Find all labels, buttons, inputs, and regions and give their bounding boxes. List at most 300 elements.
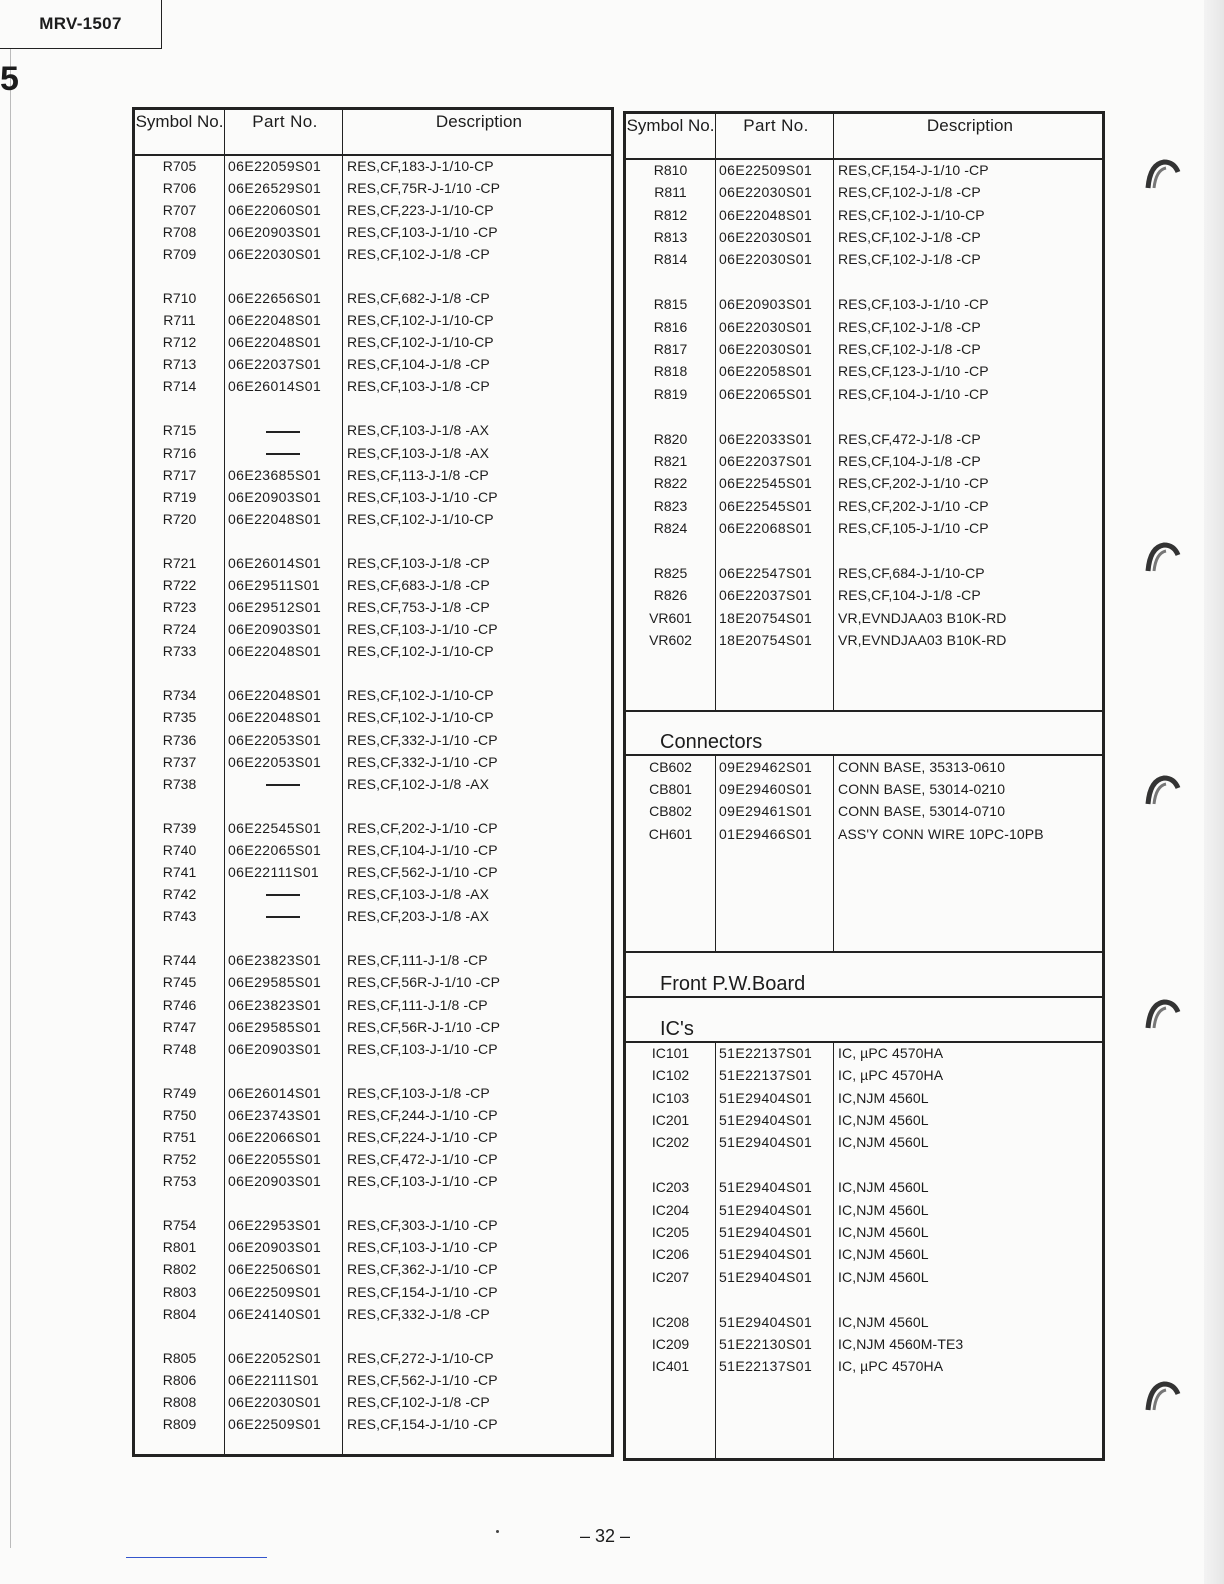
part-no-cell: 06E24140S01 <box>225 1303 343 1325</box>
table-row <box>625 203 1104 225</box>
spacer-row <box>134 530 613 552</box>
part-no-cell <box>225 883 343 905</box>
table-row <box>134 1413 613 1435</box>
symbol-cell: CB801 <box>625 778 716 800</box>
part-no-cell: 06E20903S01 <box>225 1038 343 1060</box>
page-edge-shadow <box>1204 0 1224 1584</box>
table-row <box>625 495 1104 517</box>
symbol-cell: R819 <box>625 383 716 405</box>
part-no-cell: 06E22030S01 <box>716 248 834 270</box>
part-no-cell: 06E22030S01 <box>716 338 834 360</box>
dash-mark <box>266 431 300 433</box>
spacer-row <box>625 405 1104 427</box>
description-cell: RES,CF,682-J-1/8 -CP <box>347 290 490 306</box>
description-cell: RES,CF,102-J-1/8 -CP <box>838 318 981 335</box>
description-cell: CONN BASE, 53014-0710 <box>838 803 1006 820</box>
table-row <box>134 1369 613 1391</box>
description-cell: RES,CF,104-J-1/8 -CP <box>838 587 981 604</box>
table-row <box>134 552 613 574</box>
table-row <box>134 375 613 397</box>
part-no-cell <box>225 905 343 927</box>
part-no-cell: 51E29404S01 <box>716 1198 834 1220</box>
symbol-cell: R740 <box>134 839 225 861</box>
punch-hole-icon <box>1144 541 1182 575</box>
symbol-cell: R721 <box>134 552 225 574</box>
description-cell: RES,CF,103-J-1/10 -CP <box>347 621 498 638</box>
part-no-cell: 06E26014S01 <box>225 375 343 397</box>
description-cell: RES,CF,103-J-1/8 -CP <box>347 378 490 395</box>
symbol-cell: R810 <box>625 159 716 181</box>
description-cell: RES,CF,102-J-1/10-CP <box>347 709 494 726</box>
table-row <box>625 159 1104 181</box>
table-row <box>134 486 613 508</box>
description-cell: RES,CF,103-J-1/8 -AX <box>347 444 490 461</box>
part-no-cell <box>225 419 343 441</box>
header-symbol: Symbol No. <box>134 109 225 155</box>
table-row <box>134 1347 613 1369</box>
description-cell: RES,CF,103-J-1/8 -CP <box>347 554 490 571</box>
table-row <box>134 1391 613 1413</box>
part-no-cell: 51E29404S01 <box>716 1086 834 1108</box>
right-table-body <box>625 159 1104 1460</box>
description-cell: RES,CF,111-J-1/8 -CP <box>347 996 488 1013</box>
description-cell: RES,CF,102-J-1/8 -CP <box>838 228 981 245</box>
part-no-cell: 06E23823S01 <box>225 993 343 1015</box>
punch-hole-icon <box>1144 998 1182 1032</box>
symbol-cell: R821 <box>625 450 716 472</box>
part-no-cell: 06E22953S01 <box>225 1214 343 1236</box>
table-row <box>625 607 1104 629</box>
table-row <box>134 177 613 199</box>
description-cell: RES,CF,154-J-1/10 -CP <box>347 1415 498 1432</box>
spacer-row <box>134 1192 613 1214</box>
part-no-cell: 06E22545S01 <box>225 817 343 839</box>
table-row <box>625 562 1104 584</box>
symbol-cell: IC207 <box>625 1266 716 1288</box>
symbol-cell: R741 <box>134 861 225 883</box>
part-no-cell: 06E22048S01 <box>225 684 343 706</box>
part-no-cell: 06E22048S01 <box>716 203 834 225</box>
symbol-cell: R743 <box>134 905 225 927</box>
stray-dot <box>496 1530 499 1533</box>
symbol-cell: R742 <box>134 883 225 905</box>
table-row <box>134 1303 613 1325</box>
punch-hole-icon <box>1144 774 1182 808</box>
model-label: MRV-1507 <box>0 0 162 49</box>
description-cell: RES,CF,105-J-1/10 -CP <box>838 520 989 537</box>
symbol-cell: R739 <box>134 817 225 839</box>
table-row <box>625 226 1104 248</box>
part-no-cell: 18E20754S01 <box>716 629 834 651</box>
table-row <box>625 584 1104 606</box>
table-row <box>134 861 613 883</box>
description-cell: RES,CF,202-J-1/10 -CP <box>838 475 989 492</box>
part-no-cell: 06E23823S01 <box>225 949 343 971</box>
filler-row <box>625 1378 1104 1460</box>
table-row <box>625 1243 1104 1265</box>
symbol-cell: R805 <box>134 1347 225 1369</box>
description-cell: RES,CF,202-J-1/10 -CP <box>347 819 498 836</box>
symbol-cell: R746 <box>134 993 225 1015</box>
table-row <box>134 442 613 464</box>
table-row <box>134 993 613 1015</box>
symbol-cell: R818 <box>625 360 716 382</box>
symbol-cell: R719 <box>134 486 225 508</box>
spacer-row <box>625 539 1104 561</box>
part-no-cell: 06E22068S01 <box>716 517 834 539</box>
description-cell: RES,CF,683-J-1/8 -CP <box>347 577 490 594</box>
table-row <box>625 1198 1104 1220</box>
description-cell: RES,CF,102-J-1/10-CP <box>347 687 494 704</box>
description-cell: RES,CF,154-J-1/10 -CP <box>838 162 989 179</box>
connectors-section <box>625 711 1104 756</box>
part-no-cell: 06E20903S01 <box>225 1236 343 1258</box>
underline-mark <box>126 1557 267 1558</box>
description-cell: RES,CF,303-J-1/10 -CP <box>347 1217 498 1234</box>
symbol-cell: IC201 <box>625 1109 716 1131</box>
part-no-cell: 51E29404S01 <box>716 1243 834 1265</box>
table-row <box>134 508 613 530</box>
table-row <box>134 243 613 265</box>
table-row <box>134 221 613 243</box>
part-no-cell: 06E20903S01 <box>716 293 834 315</box>
symbol-cell: R753 <box>134 1170 225 1192</box>
table-row <box>134 1104 613 1126</box>
symbol-cell: IC208 <box>625 1310 716 1332</box>
symbol-cell: R826 <box>625 584 716 606</box>
symbol-cell: R747 <box>134 1016 225 1038</box>
part-no-cell <box>225 773 343 795</box>
description-cell: RES,CF,102-J-1/8 -CP <box>347 1393 490 1410</box>
table-row <box>625 1086 1104 1108</box>
part-no-cell: 06E22065S01 <box>716 383 834 405</box>
part-no-cell: 06E22053S01 <box>225 751 343 773</box>
part-no-cell: 01E29466S01 <box>716 823 834 845</box>
symbol-cell: R705 <box>134 155 225 177</box>
description-cell: RES,CF,472-J-1/8 -CP <box>838 430 981 447</box>
table-row <box>134 574 613 596</box>
description-cell: IC,NJM 4560L <box>838 1179 929 1196</box>
header-symbol: Symbol No. <box>625 113 716 159</box>
part-no-cell: 06E22066S01 <box>225 1126 343 1148</box>
symbol-cell: R722 <box>134 574 225 596</box>
table-row <box>134 729 613 751</box>
symbol-cell: R806 <box>134 1369 225 1391</box>
symbol-cell: R715 <box>134 419 225 441</box>
description-cell: RES,CF,113-J-1/8 -CP <box>347 466 489 483</box>
symbol-cell: IC103 <box>625 1086 716 1108</box>
part-no-cell: 06E22037S01 <box>716 584 834 606</box>
description-cell: RES,CF,56R-J-1/10 -CP <box>347 974 501 991</box>
description-cell: IC, µPC 4570HA <box>838 1067 944 1084</box>
table-row <box>134 419 613 441</box>
ics-section <box>625 997 1104 1042</box>
part-no-cell: 06E22509S01 <box>225 1413 343 1435</box>
description-cell: RES,CF,103-J-1/10 -CP <box>347 1239 498 1256</box>
description-cell: RES,CF,244-J-1/10 -CP <box>347 1106 498 1123</box>
dash-mark <box>266 894 300 896</box>
table-row <box>625 360 1104 382</box>
symbol-cell: R824 <box>625 517 716 539</box>
symbol-cell: CB602 <box>625 755 716 777</box>
filler-row <box>134 1435 613 1455</box>
description-cell: RES,CF,562-J-1/10 -CP <box>347 1371 498 1388</box>
description-cell: RES,CF,102-J-1/10-CP <box>347 510 494 527</box>
front-board-section <box>625 952 1104 997</box>
description-cell: RES,CF,332-J-1/8 -CP <box>347 1305 490 1322</box>
table-row <box>134 199 613 221</box>
symbol-cell: R749 <box>134 1082 225 1104</box>
part-no-cell: 06E22060S01 <box>225 199 343 221</box>
description-cell: RES,CF,753-J-1/8 -CP <box>347 599 490 616</box>
table-row <box>134 1148 613 1170</box>
description-cell: RES,CF,103-J-1/10 -CP <box>347 1173 498 1190</box>
description-cell: IC,NJM 4560L <box>838 1111 929 1128</box>
table-row <box>625 1064 1104 1086</box>
part-no-cell: 06E22547S01 <box>716 562 834 584</box>
symbol-cell: IC203 <box>625 1176 716 1198</box>
description-cell: RES,CF,224-J-1/10 -CP <box>347 1128 498 1145</box>
description-cell: RES,CF,104-J-1/10 -CP <box>347 841 498 858</box>
description-cell: RES,CF,203-J-1/8 -AX <box>347 908 490 925</box>
symbol-cell: VR601 <box>625 607 716 629</box>
filler-row <box>625 845 1104 952</box>
part-no-cell: 06E22030S01 <box>225 243 343 265</box>
part-no-cell: 06E22048S01 <box>225 508 343 530</box>
symbol-cell: R809 <box>134 1413 225 1435</box>
table-row <box>134 640 613 662</box>
table-row <box>134 1016 613 1038</box>
part-no-cell: 06E22033S01 <box>716 427 834 449</box>
symbol-cell: R706 <box>134 177 225 199</box>
table-row <box>625 1042 1104 1064</box>
symbol-cell: R717 <box>134 464 225 486</box>
symbol-cell: R737 <box>134 751 225 773</box>
part-no-cell: 06E22065S01 <box>225 839 343 861</box>
ics-section-title: IC's <box>625 997 1104 1042</box>
description-cell: CONN BASE, 53014-0210 <box>838 780 1006 797</box>
description-cell: RES,CF,56R-J-1/10 -CP <box>347 1018 501 1035</box>
description-cell: RES,CF,684-J-1/10-CP <box>838 565 985 582</box>
table-row <box>625 1131 1104 1153</box>
table-row <box>134 353 613 375</box>
description-cell: RES,CF,183-J-1/10-CP <box>347 158 494 175</box>
symbol-cell: R711 <box>134 309 225 331</box>
part-no-cell: 06E22055S01 <box>225 1148 343 1170</box>
part-no-cell: 06E22048S01 <box>225 640 343 662</box>
table-row <box>134 905 613 927</box>
table-row <box>134 155 613 177</box>
symbol-cell: VR602 <box>625 629 716 651</box>
part-no-cell: 06E26529S01 <box>225 177 343 199</box>
part-no-cell: 06E22545S01 <box>716 495 834 517</box>
description-cell: IC, µPC 4570HA <box>838 1358 944 1375</box>
symbol-cell: IC205 <box>625 1221 716 1243</box>
symbol-cell: R812 <box>625 203 716 225</box>
table-row <box>134 684 613 706</box>
table-row <box>625 383 1104 405</box>
table-row <box>625 1333 1104 1355</box>
description-cell: RES,CF,202-J-1/10 -CP <box>838 497 989 514</box>
part-no-cell: 51E29404S01 <box>716 1176 834 1198</box>
table-row <box>625 181 1104 203</box>
table-row <box>625 1109 1104 1131</box>
part-no-cell: 06E23743S01 <box>225 1104 343 1126</box>
table-row <box>625 800 1104 822</box>
part-no-cell: 06E26014S01 <box>225 1082 343 1104</box>
table-row <box>134 618 613 640</box>
table-row <box>625 778 1104 800</box>
description-cell: RES,CF,123-J-1/10 -CP <box>838 363 989 380</box>
part-no-cell: 51E29404S01 <box>716 1221 834 1243</box>
table-row <box>134 839 613 861</box>
filler-row <box>625 651 1104 710</box>
description-cell: IC,NJM 4560L <box>838 1268 929 1285</box>
part-no-cell: 06E20903S01 <box>225 486 343 508</box>
description-cell: ASS'Y CONN WIRE 10PC-10PB <box>838 825 1044 842</box>
table-row <box>134 331 613 353</box>
right-parts-table <box>623 111 1105 1461</box>
part-no-cell: 51E29404S01 <box>716 1310 834 1332</box>
part-no-cell: 06E22030S01 <box>225 1391 343 1413</box>
part-no-cell: 51E29404S01 <box>716 1266 834 1288</box>
part-no-cell: 06E22052S01 <box>225 1347 343 1369</box>
part-no-cell: 06E22048S01 <box>225 331 343 353</box>
description-cell: RES,CF,103-J-1/8 -CP <box>347 1084 490 1101</box>
table-row <box>134 287 613 309</box>
part-no-cell: 06E22030S01 <box>716 181 834 203</box>
part-no-cell: 09E29461S01 <box>716 800 834 822</box>
description-cell: RES,CF,102-J-1/8 -CP <box>838 340 981 357</box>
part-no-cell: 06E22048S01 <box>225 309 343 331</box>
part-no-cell: 06E22506S01 <box>225 1258 343 1280</box>
symbol-cell: R723 <box>134 596 225 618</box>
description-cell: VR,EVNDJAA03 B10K-RD <box>838 609 1007 626</box>
description-cell: RES,CF,103-J-1/8 -AX <box>347 422 490 439</box>
part-no-cell: 06E22059S01 <box>225 155 343 177</box>
symbol-cell: R708 <box>134 221 225 243</box>
part-no-cell: 06E22111S01 <box>225 861 343 883</box>
table-row <box>625 427 1104 449</box>
part-no-cell: 06E23685S01 <box>225 464 343 486</box>
description-cell: RES,CF,472-J-1/10 -CP <box>347 1151 498 1168</box>
table-row <box>134 817 613 839</box>
table-row <box>625 629 1104 651</box>
spacer-row <box>134 397 613 419</box>
symbol-cell: R752 <box>134 1148 225 1170</box>
table-row <box>134 706 613 728</box>
table-row <box>134 1082 613 1104</box>
part-no-cell: 06E22058S01 <box>716 360 834 382</box>
symbol-cell: R816 <box>625 315 716 337</box>
symbol-cell: R734 <box>134 684 225 706</box>
symbol-cell: R744 <box>134 949 225 971</box>
spacer-row <box>134 795 613 817</box>
table-row <box>625 1221 1104 1243</box>
description-cell: IC,NJM 4560L <box>838 1201 929 1218</box>
part-no-cell: 18E20754S01 <box>716 607 834 629</box>
header-description: Description <box>834 113 1104 159</box>
left-table-body <box>134 155 613 1456</box>
description-cell: RES,CF,104-J-1/8 -CP <box>838 452 981 469</box>
description-cell: RES,CF,104-J-1/10 -CP <box>838 385 989 402</box>
table-row <box>134 971 613 993</box>
description-cell: IC,NJM 4560L <box>838 1089 929 1106</box>
table-row <box>134 464 613 486</box>
symbol-cell: IC102 <box>625 1064 716 1086</box>
page-number: – 32 – <box>580 1526 631 1546</box>
punch-hole-icon <box>1144 158 1182 192</box>
table-row <box>625 1355 1104 1377</box>
symbol-cell: R822 <box>625 472 716 494</box>
description-cell: RES,CF,332-J-1/10 -CP <box>347 753 498 770</box>
symbol-cell: IC209 <box>625 1333 716 1355</box>
description-cell: RES,CF,102-J-1/10-CP <box>838 206 985 223</box>
table-row <box>134 1258 613 1280</box>
description-cell: IC,NJM 4560M-TE3 <box>838 1336 964 1353</box>
part-no-cell: 51E22137S01 <box>716 1042 834 1064</box>
edge-mark: 5 <box>0 60 19 98</box>
table-row <box>625 517 1104 539</box>
symbol-cell: R738 <box>134 773 225 795</box>
dash-mark <box>266 453 300 455</box>
symbol-cell: IC206 <box>625 1243 716 1265</box>
symbol-cell: IC204 <box>625 1198 716 1220</box>
punch-hole-icon <box>1144 1380 1182 1414</box>
spacer-row <box>134 927 613 949</box>
table-row <box>134 949 613 971</box>
symbol-cell: IC101 <box>625 1042 716 1064</box>
description-cell: RES,CF,75R-J-1/10 -CP <box>347 179 501 196</box>
part-no-cell: 06E22111S01 <box>225 1369 343 1391</box>
description-cell: RES,CF,272-J-1/10-CP <box>347 1349 494 1366</box>
table-row <box>625 755 1104 777</box>
symbol-cell: R823 <box>625 495 716 517</box>
symbol-cell: R735 <box>134 706 225 728</box>
description-cell: RES,CF,103-J-1/10 -CP <box>347 488 498 505</box>
part-no-cell: 06E22545S01 <box>716 472 834 494</box>
part-no-cell: 06E29585S01 <box>225 971 343 993</box>
part-no-cell: 06E20903S01 <box>225 618 343 640</box>
part-no-cell: 51E22130S01 <box>716 1333 834 1355</box>
symbol-cell: R707 <box>134 199 225 221</box>
part-no-cell: 51E29404S01 <box>716 1131 834 1153</box>
table-row <box>625 450 1104 472</box>
description-cell: RES,CF,362-J-1/10 -CP <box>347 1261 498 1278</box>
spacer-row <box>134 1325 613 1347</box>
description-cell: RES,CF,223-J-1/10-CP <box>347 201 494 218</box>
table-row <box>625 1176 1104 1198</box>
table-row <box>625 1266 1104 1288</box>
symbol-cell: R724 <box>134 618 225 640</box>
part-no-cell: 06E29512S01 <box>225 596 343 618</box>
symbol-cell: R808 <box>134 1391 225 1413</box>
part-no-cell: 06E22037S01 <box>716 450 834 472</box>
table-row <box>625 315 1104 337</box>
description-cell: RES,CF,103-J-1/10 -CP <box>347 1040 498 1057</box>
description-cell: RES,CF,102-J-1/8 -CP <box>838 251 981 268</box>
connectors-section-title: Connectors <box>625 711 1104 756</box>
description-cell: RES,CF,103-J-1/8 -AX <box>347 886 490 903</box>
symbol-cell: R710 <box>134 287 225 309</box>
table-row <box>134 1038 613 1060</box>
header-description: Description <box>343 109 613 155</box>
symbol-cell: R716 <box>134 442 225 464</box>
symbol-cell: R751 <box>134 1126 225 1148</box>
description-cell: RES,CF,103-J-1/10 -CP <box>347 223 498 240</box>
description-cell: RES,CF,102-J-1/8 -CP <box>838 184 981 201</box>
table-row <box>134 1126 613 1148</box>
